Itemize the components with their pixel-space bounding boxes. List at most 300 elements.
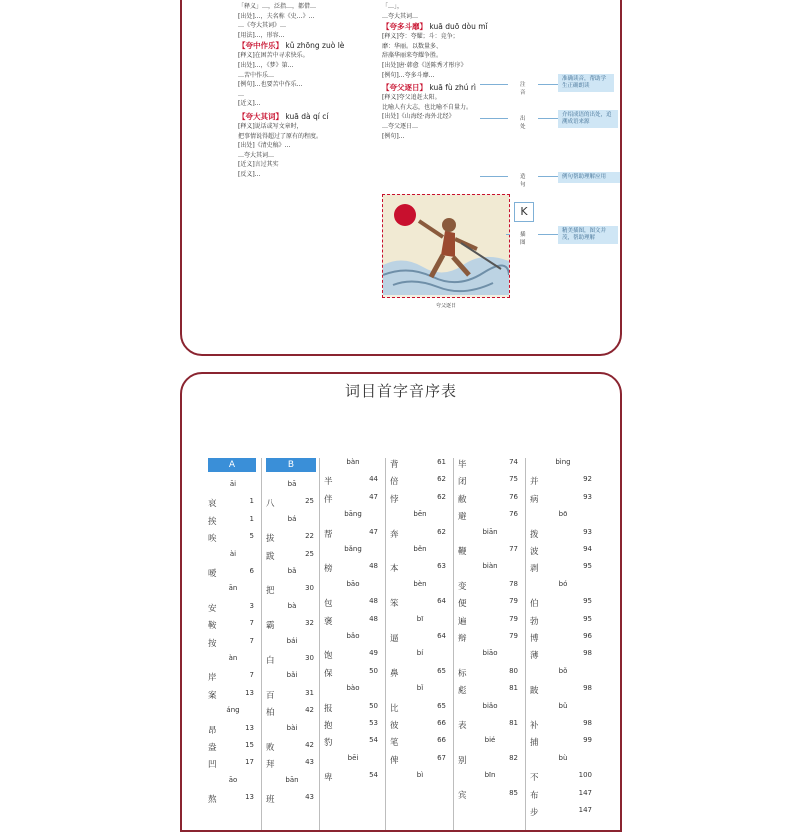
index-character: 倍 xyxy=(390,477,399,488)
pinyin-syllable: bù xyxy=(558,753,568,762)
index-row xyxy=(388,493,452,505)
dictionary-entry xyxy=(382,21,520,80)
index-character: 宾 xyxy=(458,790,467,801)
index-row xyxy=(322,649,384,661)
page-number: 32 xyxy=(305,619,314,628)
pinyin-syllable: bái xyxy=(286,636,298,645)
index-column xyxy=(206,458,260,832)
pinyin-syllable-row xyxy=(528,667,598,679)
page-number: 13 xyxy=(245,688,254,697)
index-row xyxy=(264,706,320,718)
pinyin-syllable: bīn xyxy=(484,771,496,780)
body-line: [出处]《清史稿》… xyxy=(238,142,291,150)
page-number: 81 xyxy=(509,719,518,727)
pinyin-syllable: bào xyxy=(346,684,360,693)
column-divider xyxy=(525,458,526,832)
page-number: 48 xyxy=(369,614,378,623)
index-character: 伴 xyxy=(324,494,333,505)
pinyin-syllable-row xyxy=(264,724,320,736)
body-line: 靡：华丽。以数量多、 xyxy=(382,42,443,50)
index-character: 笔 xyxy=(390,738,399,749)
page-number: 80 xyxy=(509,666,518,675)
index-character: 补 xyxy=(530,721,539,731)
pinyin-syllable-row xyxy=(264,515,320,527)
page-number: 25 xyxy=(305,549,314,558)
index-column xyxy=(264,458,320,832)
index-row xyxy=(456,754,524,766)
pinyin-syllable: bǐ xyxy=(416,684,424,693)
index-character: 鞭 xyxy=(458,547,467,557)
body-line: [用法]…，形容… xyxy=(238,31,285,39)
pinyin-syllable-row xyxy=(528,702,598,714)
index-character: 柏 xyxy=(266,708,275,719)
pinyin-syllable: bá xyxy=(287,514,297,523)
page-number: 94 xyxy=(583,545,592,553)
index-row xyxy=(322,493,384,505)
index-character: 捕 xyxy=(530,738,539,749)
index-row xyxy=(388,458,452,470)
index-row xyxy=(456,632,524,644)
index-row xyxy=(456,475,524,487)
index-character: 包 xyxy=(324,599,333,610)
index-row xyxy=(264,550,320,562)
index-character: 波 xyxy=(530,547,539,557)
pinyin-syllable: bèn xyxy=(413,579,427,588)
pinyin-syllable: bǎo xyxy=(346,632,360,640)
page-number: 74 xyxy=(509,458,518,466)
index-character: 布 xyxy=(530,790,539,801)
body-line: …《夸大其词》… xyxy=(238,22,287,30)
page-number: 81 xyxy=(509,684,518,693)
pinyin-syllable: bié xyxy=(484,736,496,745)
index-row xyxy=(206,515,260,527)
index-character: 俾 xyxy=(390,755,399,766)
pinyin-syllable: biāo xyxy=(482,649,498,658)
index-character: 安 xyxy=(208,603,217,614)
pinyin-syllable: biàn xyxy=(482,562,498,571)
index-character: 避 xyxy=(458,512,467,523)
index-row xyxy=(388,719,452,731)
middle-entries xyxy=(382,21,520,141)
page-number: 147 xyxy=(578,806,592,814)
body-line: [近义]… xyxy=(238,100,261,108)
index-row xyxy=(528,806,598,818)
pinyin-syllable-row xyxy=(388,684,452,696)
pinyin-syllable: bǎi xyxy=(286,671,298,680)
page-number: 3 xyxy=(249,601,254,610)
index-character: 昂 xyxy=(208,725,217,736)
page-number: 95 xyxy=(583,597,592,606)
index-row xyxy=(528,475,598,487)
index-row xyxy=(388,667,452,679)
index-row xyxy=(388,754,452,766)
pinyin-syllable: áng xyxy=(226,706,240,715)
page-number: 82 xyxy=(509,753,518,762)
index-row xyxy=(388,632,452,644)
pinyin-syllable-row xyxy=(388,615,452,627)
index-row xyxy=(528,545,598,557)
entry-headword xyxy=(238,40,376,51)
page-number: 54 xyxy=(369,736,378,745)
index-character: 唉 xyxy=(208,534,217,545)
index-character: 凹 xyxy=(208,760,217,771)
index-character: 卑 xyxy=(324,773,333,784)
page-number: 13 xyxy=(245,723,254,732)
body-line: 辞藻华丽来夸耀争胜。 xyxy=(382,52,443,60)
entry-title: 【夸中作乐】 xyxy=(238,41,283,51)
page-number: 7 xyxy=(249,619,254,628)
index-character: 表 xyxy=(458,721,467,731)
pinyin-syllable-row xyxy=(456,771,524,783)
page-number: 95 xyxy=(583,614,592,623)
index-character: 并 xyxy=(530,477,539,488)
page-number: 79 xyxy=(509,614,518,623)
pinyin-syllable: bēn xyxy=(413,510,427,519)
page-number: 92 xyxy=(583,475,592,484)
index-character: 帮 xyxy=(324,529,333,540)
index-character: 熬 xyxy=(208,795,217,806)
page-number: 95 xyxy=(583,562,592,571)
page-number: 64 xyxy=(437,597,446,606)
page-number: 13 xyxy=(245,793,254,802)
page-number: 96 xyxy=(583,632,592,640)
pinyin-syllable-row xyxy=(388,649,452,661)
entry-body xyxy=(382,32,520,80)
index-row xyxy=(456,597,524,609)
pinyin-syllable: biǎo xyxy=(482,701,498,710)
index-row xyxy=(264,793,320,805)
pinyin-syllable-row xyxy=(322,510,384,522)
index-title: 词目首字音序表 xyxy=(344,382,457,400)
index-character: 鼻 xyxy=(390,668,399,679)
index-character: 按 xyxy=(208,638,217,649)
index-character: 奔 xyxy=(390,529,399,540)
pinyin-syllable: bìng xyxy=(555,458,571,466)
sun-icon xyxy=(394,204,416,226)
column-divider xyxy=(453,458,454,832)
index-character: 拜 xyxy=(266,760,275,771)
index-character: 拨 xyxy=(530,529,539,540)
page-number: 66 xyxy=(437,719,446,727)
index-row xyxy=(388,597,452,609)
page-number: 30 xyxy=(305,654,314,662)
pinyin-syllable-row xyxy=(322,545,384,557)
page-number: 25 xyxy=(305,497,314,506)
page-number: 85 xyxy=(509,788,518,797)
index-row xyxy=(206,793,260,805)
page-number: 42 xyxy=(305,741,314,749)
index-character: 悖 xyxy=(390,494,399,505)
page-number: 98 xyxy=(583,719,592,727)
index-character: 本 xyxy=(390,564,399,575)
page-number: 99 xyxy=(583,736,592,745)
pinyin-syllable-row xyxy=(264,602,320,614)
index-row xyxy=(264,654,320,666)
index-row xyxy=(206,497,260,509)
pinyin-syllable-row xyxy=(528,754,598,766)
page-number: 47 xyxy=(369,527,378,536)
middle-intro-text xyxy=(382,2,520,21)
pinyin-syllable: bǒ xyxy=(558,666,568,675)
dictionary-entry xyxy=(238,111,376,180)
page-number: 62 xyxy=(437,527,446,536)
pinyin-syllable: bí xyxy=(416,649,424,658)
body-line: 「释义」…，泛指…，都借… xyxy=(238,3,317,10)
index-row xyxy=(456,684,524,696)
body-line: …夸大其词… xyxy=(382,12,419,20)
index-row xyxy=(322,615,384,627)
index-character: 别 xyxy=(458,755,467,766)
pinyin-syllable-row xyxy=(206,776,260,788)
page-number: 7 xyxy=(249,671,254,680)
index-row xyxy=(528,493,598,505)
page-number: 76 xyxy=(509,510,518,519)
index-character: 病 xyxy=(530,494,539,505)
page-number: 22 xyxy=(305,532,314,541)
page-number: 43 xyxy=(305,758,314,767)
pinyin-syllable: bàn xyxy=(346,458,360,466)
index-character: 标 xyxy=(458,668,467,679)
index-character: 八 xyxy=(266,499,275,510)
pinyin-syllable: bǎ xyxy=(287,567,297,575)
pinyin-syllable-row xyxy=(264,567,320,579)
page-number: 67 xyxy=(437,753,446,762)
pinyin-syllable: bǎng xyxy=(344,545,362,553)
page-number: 93 xyxy=(583,492,592,501)
index-character: 勃 xyxy=(530,616,539,627)
pinyin-syllable: āo xyxy=(228,775,238,784)
page-number: 66 xyxy=(437,736,446,745)
body-line: [出处]…，夫名称《史…》… xyxy=(238,12,315,20)
body-line: [释义]夸父追赶太阳。 xyxy=(382,94,441,102)
pinyin-syllable: āi xyxy=(229,480,237,488)
index-row xyxy=(264,532,320,544)
index-row xyxy=(456,493,524,505)
index-character: 鞍 xyxy=(208,621,217,632)
index-character: 遍 xyxy=(458,616,467,627)
index-column xyxy=(322,458,384,832)
page-number: 79 xyxy=(509,597,518,606)
pinyin-syllable-row xyxy=(456,562,524,574)
page-number: 65 xyxy=(437,666,446,675)
page-number: 62 xyxy=(437,475,446,484)
pinyin-syllable-row xyxy=(206,706,260,718)
index-row xyxy=(528,562,598,574)
index-row xyxy=(456,510,524,522)
body-line: [出处]…，《梦》第… xyxy=(238,61,294,69)
index-character: 榜 xyxy=(324,564,333,575)
index-character: 霸 xyxy=(266,621,275,632)
index-character: 伯 xyxy=(530,599,539,610)
index-character: 步 xyxy=(530,808,539,818)
page-number: 15 xyxy=(245,741,254,749)
body-line: 把事情说得超过了原有的程度。 xyxy=(238,132,323,140)
index-character: 哀 xyxy=(208,499,217,510)
index-row xyxy=(264,689,320,701)
body-line: 比喻人有大志，也比喻不自量力。 xyxy=(382,103,473,111)
index-character: 闭 xyxy=(458,477,467,488)
pinyin-syllable: bǔ xyxy=(558,701,568,710)
left-entry-column xyxy=(238,2,376,182)
index-row xyxy=(206,602,260,614)
pinyin-syllable: bài xyxy=(286,723,298,732)
page-number: 48 xyxy=(369,562,378,571)
kuafu-drawing xyxy=(383,195,509,295)
pinyin-syllable: bī xyxy=(416,614,424,623)
pinyin-syllable: ān xyxy=(228,584,238,593)
index-character: 彼 xyxy=(390,721,399,731)
pinyin-syllable-row xyxy=(322,632,384,644)
entry-pinyin: kuā dà qí cí xyxy=(283,111,329,121)
index-row xyxy=(206,567,260,579)
index-row xyxy=(456,667,524,679)
index-character: 抱 xyxy=(324,721,333,731)
index-character: 褒 xyxy=(324,616,333,627)
index-letter-k: K xyxy=(514,202,534,222)
pinyin-syllable: àn xyxy=(228,654,238,662)
page-number: 43 xyxy=(305,793,314,802)
index-row xyxy=(264,584,320,596)
page-number: 79 xyxy=(509,632,518,640)
index-letter-header: B xyxy=(266,458,316,472)
page-number: 48 xyxy=(369,597,378,606)
page-number: 64 xyxy=(437,632,446,640)
index-character: 薄 xyxy=(530,651,539,662)
entry-headword xyxy=(382,21,520,32)
page-number: 31 xyxy=(305,688,314,697)
entry-pinyin: kǔ zhōng zuò lè xyxy=(283,41,345,51)
index-row xyxy=(206,619,260,631)
entry-title: 【夸多斗靡】 xyxy=(382,22,427,32)
index-row xyxy=(528,597,598,609)
kuafu-illustration xyxy=(382,194,510,309)
index-character: 嗳 xyxy=(208,569,217,579)
index-row xyxy=(456,719,524,731)
left-entries xyxy=(238,40,376,179)
dictionary-entry xyxy=(238,40,376,109)
body-line: …苦中作乐… xyxy=(238,71,275,79)
index-row xyxy=(456,545,524,557)
page-number: 93 xyxy=(583,527,592,536)
index-character: 拔 xyxy=(266,534,275,545)
pinyin-syllable-row xyxy=(456,702,524,714)
middle-entry-column xyxy=(382,2,520,143)
index-row xyxy=(264,619,320,631)
pinyin-syllable: ài xyxy=(229,549,237,558)
index-row xyxy=(388,736,452,748)
pinyin-syllable: bā xyxy=(287,480,297,488)
pinyin-syllable-row xyxy=(264,637,320,649)
index-row xyxy=(456,789,524,801)
index-row xyxy=(528,789,598,801)
left-intro-text xyxy=(238,2,376,40)
index-row xyxy=(206,758,260,770)
index-character: 跛 xyxy=(530,686,539,697)
column-divider xyxy=(261,458,262,832)
index-row xyxy=(456,580,524,592)
index-character: 便 xyxy=(458,599,467,610)
index-character: 辩 xyxy=(458,634,467,644)
index-character: 逼 xyxy=(390,634,399,644)
pinyin-syllable-row xyxy=(264,480,320,492)
index-character: 把 xyxy=(266,586,275,597)
index-row xyxy=(322,475,384,487)
entry-body xyxy=(238,122,376,180)
pinyin-syllable: bō xyxy=(558,510,568,519)
index-row xyxy=(528,684,598,696)
index-character: 案 xyxy=(208,690,217,701)
page-number: 1 xyxy=(249,514,254,523)
index-character: 变 xyxy=(458,581,467,592)
index-character: 剥 xyxy=(530,564,539,575)
pinyin-syllable-row xyxy=(388,545,452,557)
pinyin-syllable: bāo xyxy=(346,579,360,588)
index-row xyxy=(528,736,598,748)
pinyin-syllable-row xyxy=(264,776,320,788)
pinyin-syllable: biān xyxy=(482,527,498,536)
page-number: 30 xyxy=(305,584,314,593)
pinyin-syllable: bó xyxy=(558,579,568,588)
index-row xyxy=(206,724,260,736)
page-number: 147 xyxy=(578,788,592,797)
index-row xyxy=(322,702,384,714)
index-character: 毕 xyxy=(458,460,467,470)
body-line: [例句]…夸多斗靡… xyxy=(382,71,435,79)
pinyin-syllable-row xyxy=(322,684,384,696)
index-row xyxy=(456,615,524,627)
index-character: 白 xyxy=(266,656,275,666)
pinyin-syllable-row xyxy=(388,510,452,522)
index-character: 博 xyxy=(530,634,539,644)
page-number: 76 xyxy=(509,492,518,501)
index-row xyxy=(322,597,384,609)
page-number: 6 xyxy=(249,567,254,575)
dictionary-entry xyxy=(382,82,520,141)
index-row xyxy=(206,637,260,649)
index-character: 保 xyxy=(324,668,333,679)
index-character: 半 xyxy=(324,477,333,488)
body-line: [例句]…也要苦中作乐… xyxy=(238,81,303,89)
index-row xyxy=(322,736,384,748)
pinyin-syllable: bān xyxy=(285,775,299,784)
index-row xyxy=(528,719,598,731)
index-character: 百 xyxy=(266,690,275,701)
body-line: [释义]夸：夸耀；斗：竞争； xyxy=(382,33,459,41)
index-character: 报 xyxy=(324,703,333,714)
index-row xyxy=(322,719,384,731)
index-character: 班 xyxy=(266,795,275,806)
index-column xyxy=(388,458,452,832)
pinyin-syllable-row xyxy=(528,510,598,522)
index-column xyxy=(528,458,598,832)
pinyin-index-page xyxy=(180,372,622,832)
pinyin-syllable-row xyxy=(206,550,260,562)
page-number: 61 xyxy=(437,458,446,466)
column-divider xyxy=(319,458,320,832)
page-number: 98 xyxy=(583,684,592,693)
index-row xyxy=(264,741,320,753)
page-number: 1 xyxy=(249,497,254,506)
index-character: 岸 xyxy=(208,673,217,684)
index-row xyxy=(206,689,260,701)
page-number: 53 xyxy=(369,719,378,727)
page-number: 78 xyxy=(509,579,518,588)
pinyin-syllable-row xyxy=(322,458,384,470)
page-number: 7 xyxy=(249,636,254,645)
entry-title: 【夸父逐日】 xyxy=(382,83,427,93)
page-number: 17 xyxy=(245,758,254,767)
page-number: 98 xyxy=(583,649,592,658)
